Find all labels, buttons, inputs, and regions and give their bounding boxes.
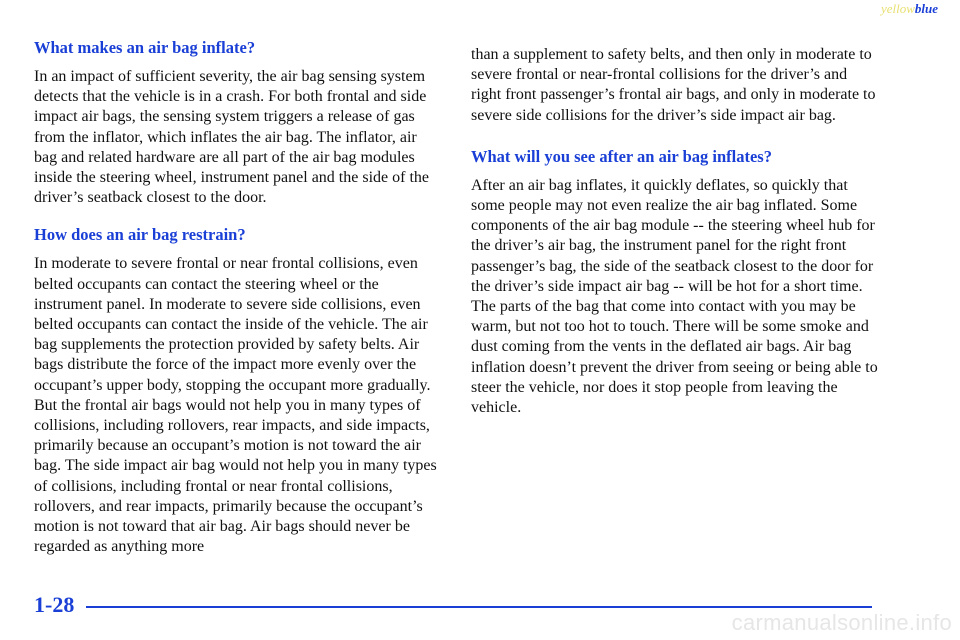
paragraph-continued: than a supplement to safety belts, and then only in moderate to severe frontal or near-frontal collisions for the driver’s and right front passenger’s frontal air bags, and only in moderate to severe side collisions for the driver’s side impact air bag.	[471, 46, 876, 124]
footer-divider	[86, 606, 872, 608]
color-tag	[881, 1, 938, 17]
left-column	[34, 38, 442, 574]
paragraph-inflate: In an impact of sufficient severity, the air bag sensing system detects that the vehicle is in a crash. For both frontal and side impact air bags, the sensing system triggers a release of gas from the inflator, which inflates the air bag. The inflator, air bag and related hardware are all part of the air bag modules inside the steering wheel, instrument panel and the side of the driver’s seatback closest to the door.	[34, 68, 429, 207]
color-tag-blue: blue	[914, 1, 938, 16]
page-number: 1-28	[34, 592, 75, 617]
paragraph-restrain: In moderate to severe frontal or near frontal collisions, even belted occupants can contact the steering wheel or the instrument panel. In moderate to severe side collisions, even belted occupants can contact the inside of the vehicle. The air bag supplements the protection provided by safety belts. Air bags distribute the force of the impact more evenly over the occupant’s upper body, stopping the occupant more gradually. But the frontal air bags would not help you in many types of collisions, including rollovers, rear impacts, and side impacts, primarily because an occupant’s motion is not toward the air bag. The side impact air bag would not help you in many types of collisions, including frontal or near frontal collisions, rollovers, and rear impacts, primarily because the occupant’s motion is not toward that air bag. Air bags should never be regarded as anything more	[34, 255, 437, 556]
paragraph-after-inflate: After an air bag inflates, it quickly deflates, so quickly that some people may not even realize the air bag inflated. Some components of the air bag module -- the steering wheel hub for the driver’s air bag, the instrument panel for the right front passenger’s bag, the side of the seatback closest to the door for the driver’s side impact air bag -- will be hot for a short time. The parts of the bag that come into contact with you may be warm, but not too hot to touch. There will be some smoke and dust coming from the vents in the deflated air bags. Air bag inflation doesn’t prevent the driver from seeing or being able to steer the vehicle, nor does it stop people from leaving the vehicle.	[471, 176, 878, 417]
watermark: carmanualsonline.info	[731, 610, 952, 635]
right-column	[471, 45, 879, 435]
heading-after-inflate: What will you see after an air bag inflates?	[471, 146, 772, 166]
heading-restrain: How does an air bag restrain?	[34, 225, 246, 245]
color-tag-yellow: yellow	[880, 1, 915, 16]
heading-inflate: What makes an air bag inflate?	[34, 38, 256, 57]
